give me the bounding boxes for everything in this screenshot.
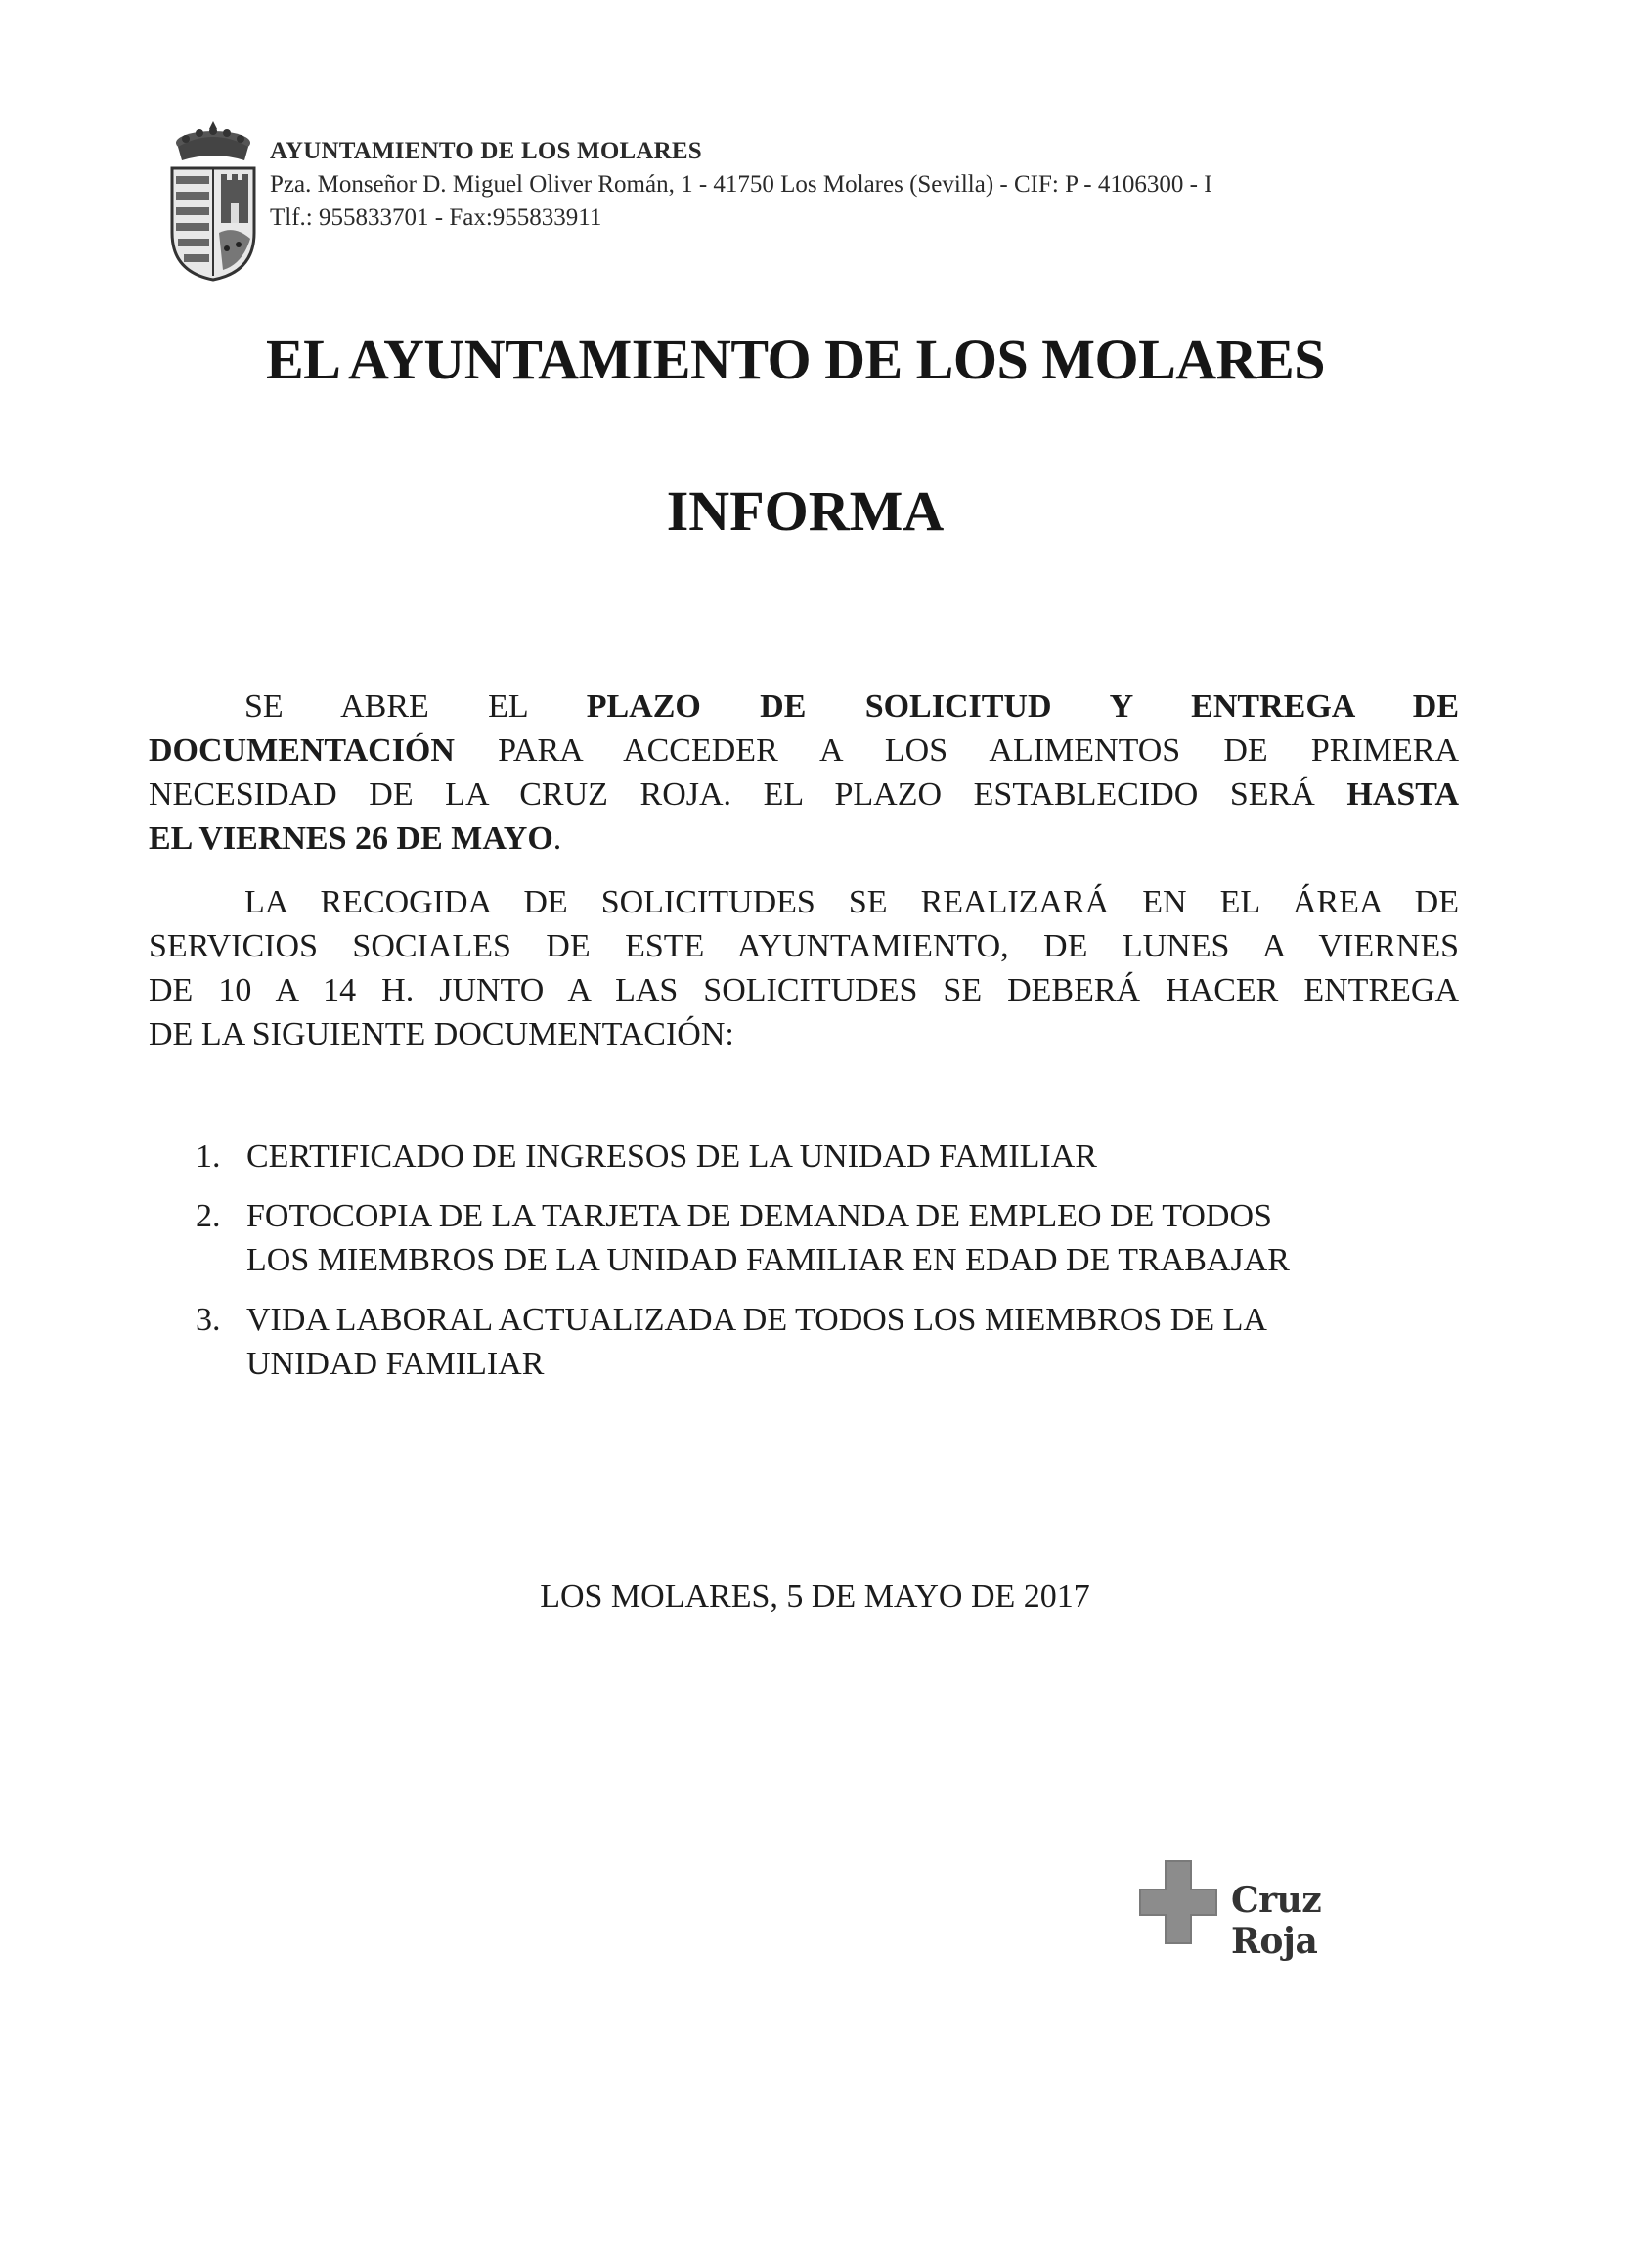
paragraph-line: SERVICIOS SOCIALES DE ESTE AYUNTAMIENTO, DE LUNES A VIERNES [149, 928, 1459, 964]
list-number: 3. [196, 1302, 221, 1338]
documents-list [186, 1134, 1457, 1401]
paragraph-line [149, 773, 1459, 817]
list-item-text: VIDA LABORAL ACTUALIZADA DE TODOS LOS MIEMBROS DE LA [246, 1302, 1267, 1338]
coat-of-arms-icon [164, 117, 262, 282]
bold-run: HASTA [1346, 777, 1459, 813]
paragraph-line: DE 10 A 14 H. JUNTO A LAS SOLICITUDES SE DEBERÁ HACER ENTREGA [149, 972, 1459, 1008]
list-number: 2. [196, 1198, 221, 1234]
collection-paragraph [149, 880, 1459, 1056]
letterhead-phone: Tlf.: 955833701 - Fax:955833911 [270, 204, 602, 231]
list-item-text: CERTIFICADO DE INGRESOS DE LA UNIDAD FAMILIAR [246, 1138, 1097, 1175]
paragraph-line [149, 685, 1459, 729]
paragraph-line: DE LA SIGUIENTE DOCUMENTACIÓN: [149, 1016, 734, 1052]
bold-run: EL VIERNES 26 DE MAYO [149, 821, 553, 857]
list-item-text: UNIDAD FAMILIAR [246, 1346, 545, 1382]
red-cross-icon [1137, 1858, 1219, 1946]
announcement-paragraph [149, 685, 1459, 861]
text-run: . [552, 821, 562, 857]
list-item [186, 1194, 1457, 1282]
list-item [186, 1134, 1457, 1178]
letterhead-text [270, 135, 1212, 235]
logo-text: Cruz Roja [1231, 1880, 1322, 1962]
letterhead-title: AYUNTAMIENTO DE LOS MOLARES [270, 138, 702, 164]
list-item-text: LOS MIEMBROS DE LA UNIDAD FAMILIAR EN EDAD DE TRABAJAR [246, 1242, 1290, 1278]
headline-title: EL AYUNTAMIENTO DE LOS MOLARES [266, 328, 1325, 391]
text-run: PARA ACCEDER A LOS ALIMENTOS DE PRIMERA [454, 733, 1459, 769]
letterhead [164, 117, 1435, 284]
cruz-roja-logo [1137, 1858, 1391, 1962]
headline-informa: INFORMA [666, 479, 945, 543]
bold-run: PLAZO DE SOLICITUD Y ENTREGA DE [586, 689, 1459, 725]
date-location: LOS MOLARES, 5 DE MAYO DE 2017 [540, 1579, 1090, 1615]
text-run: SE ABRE EL [244, 689, 587, 725]
list-number: 1. [196, 1138, 221, 1175]
list-item [186, 1298, 1457, 1386]
letterhead-address: Pza. Monseñor D. Miguel Oliver Román, 1 - 41750 Los Molares (Sevilla) - CIF: P - 4106300 - I [270, 171, 1212, 198]
bold-run: DOCUMENTACIÓN [149, 733, 455, 769]
paragraph-line [149, 729, 1459, 773]
paragraph-line [149, 817, 1459, 861]
paragraph-line: LA RECOGIDA DE SOLICITUDES SE REALIZARÁ EN EL ÁREA DE [244, 884, 1459, 920]
list-item-text: FOTOCOPIA DE LA TARJETA DE DEMANDA DE EMPLEO DE TODOS [246, 1198, 1272, 1234]
text-run: NECESIDAD DE LA CRUZ ROJA. EL PLAZO ESTABLECIDO SERÁ [149, 777, 1347, 813]
